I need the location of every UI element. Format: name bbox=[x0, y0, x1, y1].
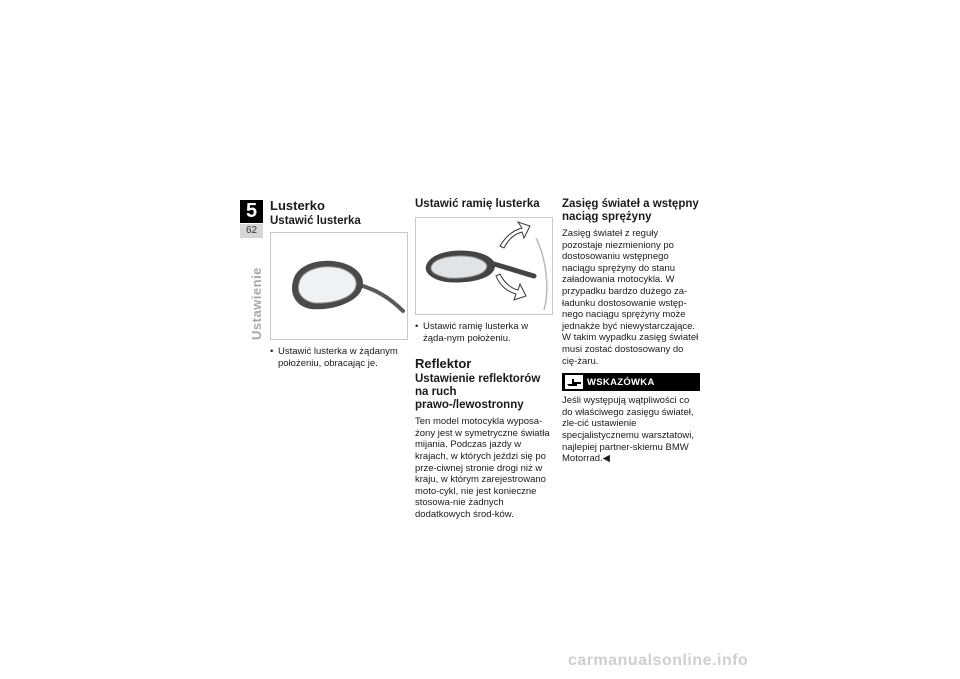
subheading-traffic-side: Ustawienie reflektorów na ruch prawo-/lewostronny bbox=[415, 373, 541, 412]
paragraph-headlight: Ten model motocykla wyposa-żony jest w symetryczne światła mijania. Podczas jazdy w krajach, w których jeździ się po prze-ciwnej stronie drogi niż w kraju, w którym zarejestrowano moto-cykl, nie jest konieczne stosowa-nie żadnych dodatkowych środ-ków. bbox=[415, 416, 550, 520]
paragraph-note: Jeśli występują wątpliwości co do właściwego zasięgu świateł, zle-cić ustawienie specjalistycznemu warsztatowi, najlepiej partner-skiemu BMW Motorrad.◀ bbox=[562, 395, 694, 465]
column-3 bbox=[562, 198, 700, 465]
chapter-number: 5 bbox=[240, 200, 263, 223]
note-header bbox=[562, 373, 700, 391]
paragraph-headlight-range: Zasięg świateł z reguły pozostaje niezmieniony po dostosowaniu wstępnego naciągu sprężyny do stanu załadowania motocykla. W przypadku bardzo dużego za-ładunku dostosowanie wstęp-nego naciągu sprężyny może jednakże być niewystarczające. W takim wypadku zasięg świateł musi zostać dostosowany do cię-żaru. bbox=[562, 228, 699, 367]
column-2 bbox=[415, 198, 553, 521]
subheading-headlight-range: Zasięg świateł a wstępny naciąg sprężyny bbox=[562, 198, 699, 223]
note-hand-icon bbox=[565, 375, 583, 389]
bullet-adjust-mirrors: • Ustawić lusterka w żądanym położeniu, obracając je. bbox=[270, 346, 398, 369]
heading-mirror: Lusterko bbox=[270, 198, 325, 213]
bullet-adjust-arm: • Ustawić ramię lusterka w żąda-nym położeniu. bbox=[415, 321, 529, 344]
watermark: carmanualsonline.info bbox=[568, 652, 749, 669]
column-1 bbox=[270, 198, 408, 369]
mirror-illustration bbox=[270, 232, 408, 340]
mirror-arm-illustration bbox=[415, 217, 553, 315]
note-label: WSKAZÓWKA bbox=[587, 376, 655, 388]
mirror-drawing bbox=[271, 233, 407, 339]
page-number: 62 bbox=[240, 224, 263, 238]
subheading-adjust-mirrors: Ustawić lusterka bbox=[270, 215, 361, 227]
mirror-arm-drawing bbox=[416, 218, 552, 314]
heading-headlight: Reflektor bbox=[415, 356, 472, 372]
subheading-adjust-arm: Ustawić ramię lusterka bbox=[415, 198, 540, 210]
section-side-title: Ustawienie bbox=[249, 267, 264, 340]
